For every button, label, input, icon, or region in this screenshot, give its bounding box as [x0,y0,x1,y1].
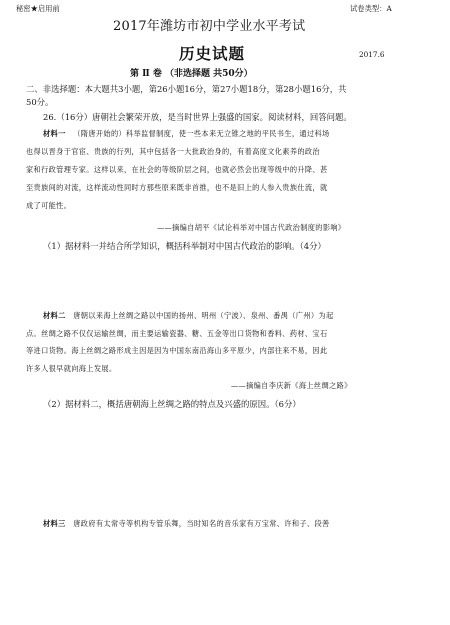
material-2-text: 唐朝以来海上丝绸之路以中国的扬州、明州（宁波）、泉州、番禺（广州）为起 [73,311,334,320]
material-2-source: ——摘编自李庆新《海上丝绸之路》 [231,381,352,390]
material-1-line-1 [43,128,330,140]
subject-title: 历史试题 [179,44,246,63]
material-2-label: 材料二 [43,311,66,320]
material-1-text: （隋唐开始的）科举监督制度，使一些本来无立锥之地的平民书生，通过科场 [73,129,330,138]
material-1-label: 材料一 [43,129,66,138]
material-1-line-2: 也得以晋身于官宦、贵族的行列，其中包括各一大批政治身的，有着高度文化素养的政治 [26,147,320,156]
material-3-line-1 [43,518,330,530]
sub-question-2: （2）据材料二，概括唐朝海上丝绸之路的特点及兴盛的原因。（6分） [43,399,301,409]
material-2-line-4: 许多人很早就向海上发展。 [26,364,117,373]
question-26-stem: 26.（16分）唐朝社会繁荣开放，是当时世界上强盛的国家。阅读材料，回答问题。 [43,112,352,122]
material-3-label: 材料三 [43,519,66,528]
instructions-line-1: 二、非选择题：本大题共3小题，第26小题16分，第27小题18分，第28小题16分，共 [26,84,347,94]
material-3-text: 唐政府有太常寺等机构专管乐舞，当时知名的音乐家有万宝常、许和子、段善 [73,519,330,528]
sub-question-1: （1）据材料一并结合所学知识，概括科举制对中国古代政治的影响。（4分） [43,241,326,251]
material-1-line-5: 成了可能性。 [26,201,72,210]
exam-title: 2017年潍坊市初中学业水平考试 [113,19,306,34]
material-2-line-1 [43,310,333,322]
volume-title: 第 Ⅱ 卷 （非选择题 共50分） [130,69,253,79]
material-1-line-4: 至贵族间的对流，这样流动性同时方那些原来既非首推，也不是旧上的人参入贵族仕流，就 [26,183,328,192]
material-1-line-3: 家和行政管理专家。这样以来，在社会的等级阶层之间，也就必然会出现等级中的升降、甚 [26,165,328,174]
material-1-source: ——摘编自胡平《试论科举对中国古代政治制度的影响》 [157,223,346,232]
material-2-line-2: 点。丝绸之路不仅仅运输丝绸，而主要运输瓷器、糖、五金等出口货物和香料、药材、宝石 [26,329,328,338]
material-2-line-3: 等进口货物。海上丝绸之路形成主因是因为中国东南沿海山多平原少，内部往来不易，因此 [26,346,328,355]
confidential-label: 秘密★启用前 [16,4,60,13]
instructions-line-2: 50分。 [26,97,54,107]
exam-date: 2017.6 [359,50,385,59]
paper-type-label: 试卷类型：A [350,4,392,13]
